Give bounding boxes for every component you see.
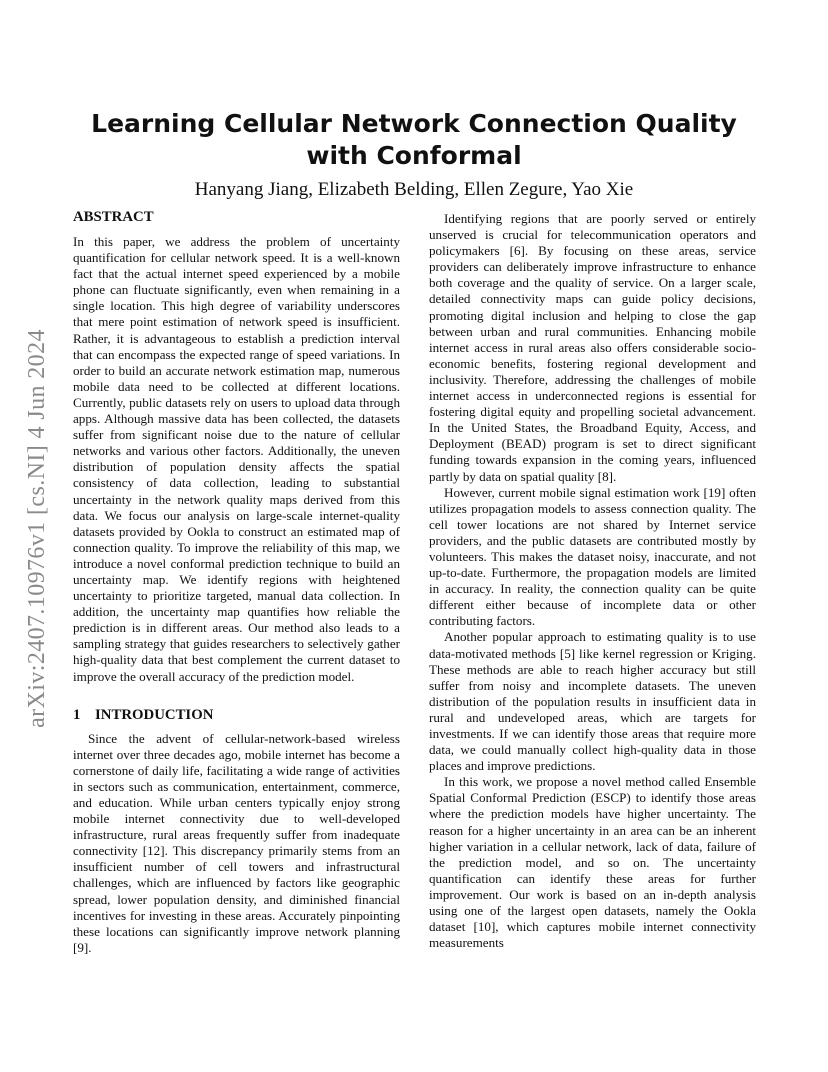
intro-paragraph-1: Since the advent of cellular-network-based wireless internet over three decades ago, mobile internet has become a cornerstone of daily life, facilitating a wide range of activities in sectors such as communication, entertainment, commerce, and education. While urban centers typically enjoy strong mobile internet connectivity due to well-developed infrastructure, rural areas frequently suffer from inadequate connectivity [12]. This discrepancy primarily stems from an insufficient number of cell towers and infrastructural challenges, which are influenced by factors like geographic spread, lower population density, and diminished financial incentives for investing in these areas. Accurately pinpointing these locations can significantly improve network planning [9].: [73, 730, 400, 955]
arxiv-identifier-text: arXiv:2407.10976v1 [cs.NI] 4 Jun 2024: [23, 328, 50, 728]
arxiv-identifier-stamp: [22, 303, 52, 753]
section-title: INTRODUCTION: [95, 706, 214, 723]
paper-title: Learning Cellular Network Connection Quality with Conformal: [91, 109, 737, 170]
intro-paragraph-3: However, current mobile signal estimation work [19] often utilizes propagation models to assess connection quality. The cell tower locations are not shared by Internet service providers, and the public datasets are contributed mostly by volunteers. This makes the dataset noisy, inaccurate, and not up-to-date. Furthermore, the propagation models are limited in accuracy. In reality, the connection quality can be quite different either because of incomplete data or other contributing factors.: [429, 484, 756, 629]
intro-paragraph-4: Another popular approach to estimating quality is to use data-motivated methods [5] like kernel regression or Kriging. These methods are able to reach higher accuracy but still suffer from noisy and incomplete datasets. The uneven distribution of the population results in insufficient data in rural and undeveloped areas, which are targets for investments. If we can identify those areas that require more data, we could manually collect high-quality data in those places and improve predictions.: [429, 629, 756, 774]
abstract-heading: ABSTRACT: [73, 209, 154, 225]
author-list: Hanyang Jiang, Elizabeth Belding, Ellen Zegure, Yao Xie: [194, 179, 634, 200]
introduction-heading: [73, 706, 400, 724]
right-column: [429, 211, 756, 951]
left-column: [73, 208, 400, 956]
section-number: 1: [73, 706, 81, 723]
intro-paragraph-5: In this work, we propose a novel method called Ensemble Spatial Conformal Prediction (ESCP) to identify those areas where the prediction models have higher uncertainty. The reason for a higher uncertainty in an area can be an inherent higher variation in a cellular network, lack of data, failure of the prediction model, and so on. The uncertainty quantification can identify these areas for further improvement. Our work is based on an in-depth analysis using one of the largest open datasets, namely the Ookla dataset [10], which captures mobile internet connectivity measurements: [429, 774, 756, 951]
intro-paragraph-2: Identifying regions that are poorly served or entirely unserved is crucial for telecommunication operators and policymakers [6]. By focusing on these areas, service providers can deliberately improve infrastructure to enhance both coverage and the quality of service. On a larger scale, detailed connectivity maps can guide policy decisions, promoting digital inclusion and helping to close the gap between urban and rural communities. Enhancing mobile internet access in rural areas also offers considerable socio-economic benefits, fostering regional development and inclusivity. Therefore, addressing the challenges of mobile internet access in underconnected regions is essential for fostering digital equity and propelling societal advancement. In the United States, the Broadband Equity, Access, and Deployment (BEAD) program is set to direct significant funding towards expansion in the coming years, influenced partly by data on spatial quality [8].: [429, 211, 756, 484]
abstract-text: In this paper, we address the problem of uncertainty quantification for cellular network speed. It is a well-known fact that the actual internet speed experienced by a mobile phone can fluctuate significantly, even when remaining in a single location. This high degree of variability underscores that mere point estimation of network speed is insufficient. Rather, it is advantageous to establish a prediction interval that can encompass the expected range of speed variations. In order to build an accurate network estimation map, numerous mobile data need to be collected at different locations. Currently, public datasets rely on users to upload data through apps. Although massive data has been collected, the datasets suffer from significant noise due to the nature of cellular networks and various other factors. Additionally, the uneven distribution of population density affects the spatial consistency of data collection, leading to substantial uncertainty in the network quality maps derived from this data. We focus our analysis on large-scale internet-quality datasets provided by Ookla to construct an estimated map of connection quality. To improve the reliability of this map, we introduce a novel conformal prediction technique to build an uncertainty map. We identify regions with heightened uncertainty to prioritize targeted, manual data collection. In addition, the uncertainty map quantifies how reliable the prediction is in different areas. Our method also leads to a sampling strategy that guides researchers to selectively gather high-quality data that best complement the current dataset to improve the overall accuracy of the prediction model.: [73, 234, 400, 684]
